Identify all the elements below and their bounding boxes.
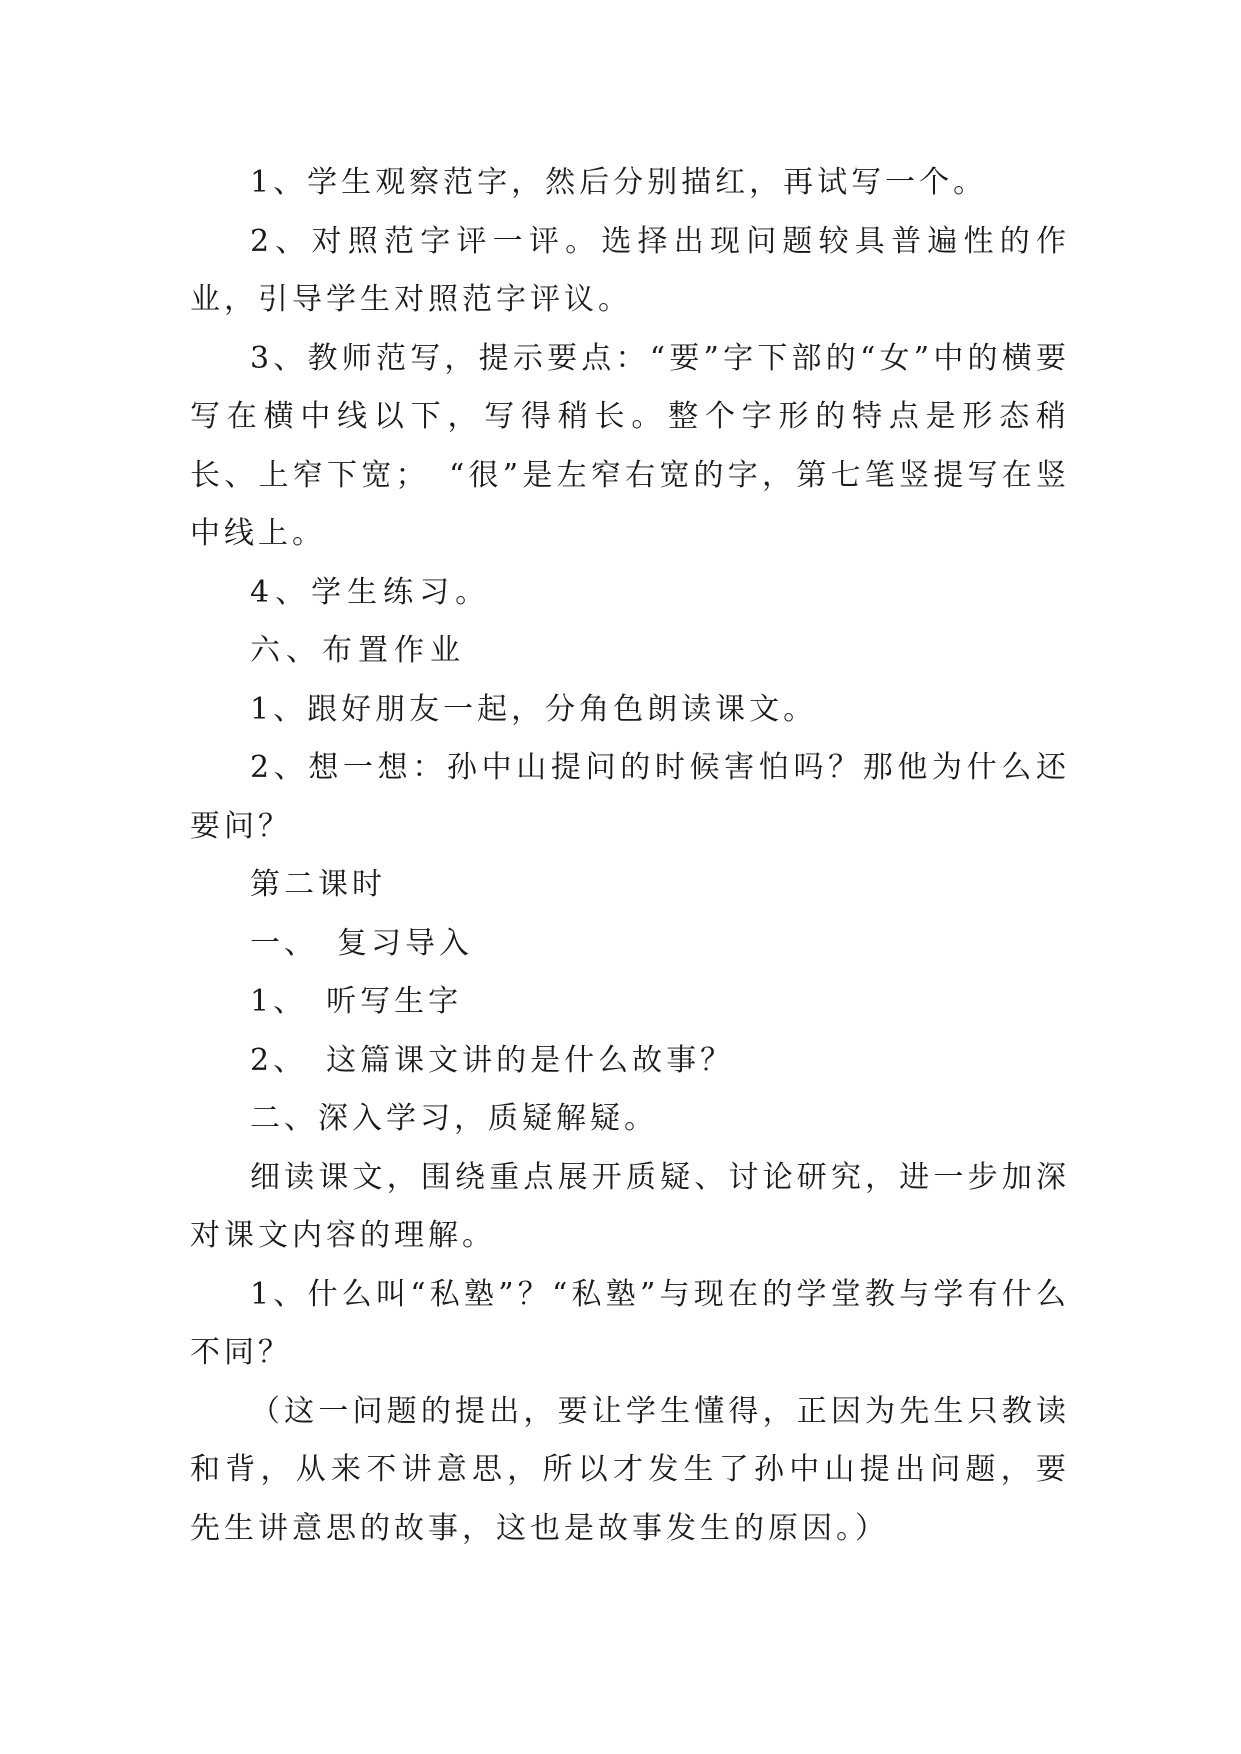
paragraph-6: 1、跟好朋友一起，分角色朗读课文。 xyxy=(250,691,818,727)
paragraph-2: 2、对照范字评一评。选择出现问题较具普遍性的作业，引导学生对照范字评议。 xyxy=(190,223,1070,317)
paragraph-1: 1、学生观察范字，然后分别描红，再试写一个。 xyxy=(250,165,988,200)
paragraph-3: 3、教师范写，提示要点：“要”字下部的“女”中的横要写在横中线以下，写得稍长。整个字形的特点是形态稍长、上窄下宽； “很”是左窄右宽的字，第七笔竖提写在竖中线上。 xyxy=(190,340,1070,551)
paragraph-11: 2、 这篇课文讲的是什么故事？ xyxy=(250,1042,735,1078)
paragraph-10: 1、 听写生字 xyxy=(250,984,463,1019)
paragraph-14: 1、什么叫“私塾”？“私塾”与现在的学堂教与学有什么不同？ xyxy=(190,1276,1070,1370)
paragraph-13: 细读课文，围绕重点展开质疑、讨论研究，进一步加深对课文内容的理解。 xyxy=(190,1159,1070,1253)
section-heading-6: 六、布置作业 xyxy=(250,633,466,668)
paragraph-7: 2、想一想：孙中山提问的时候害怕吗？那他为什么还要问？ xyxy=(190,750,1070,844)
section-heading-2: 二、深入学习，质疑解疑。 xyxy=(250,1101,658,1136)
lesson-heading-2: 第二课时 xyxy=(250,867,386,902)
paragraph-4: 4、学生练习。 xyxy=(250,574,492,610)
section-heading-1: 一、 复习导入 xyxy=(250,925,473,961)
paragraph-15: （这一问题的提出，要让学生懂得，正因为先生只教读和背，从来不讲意思，所以才发生了孙中山提出问题，要先生讲意思的故事，这也是故事发生的原因。） xyxy=(190,1393,1070,1546)
document-page xyxy=(190,154,1070,1558)
